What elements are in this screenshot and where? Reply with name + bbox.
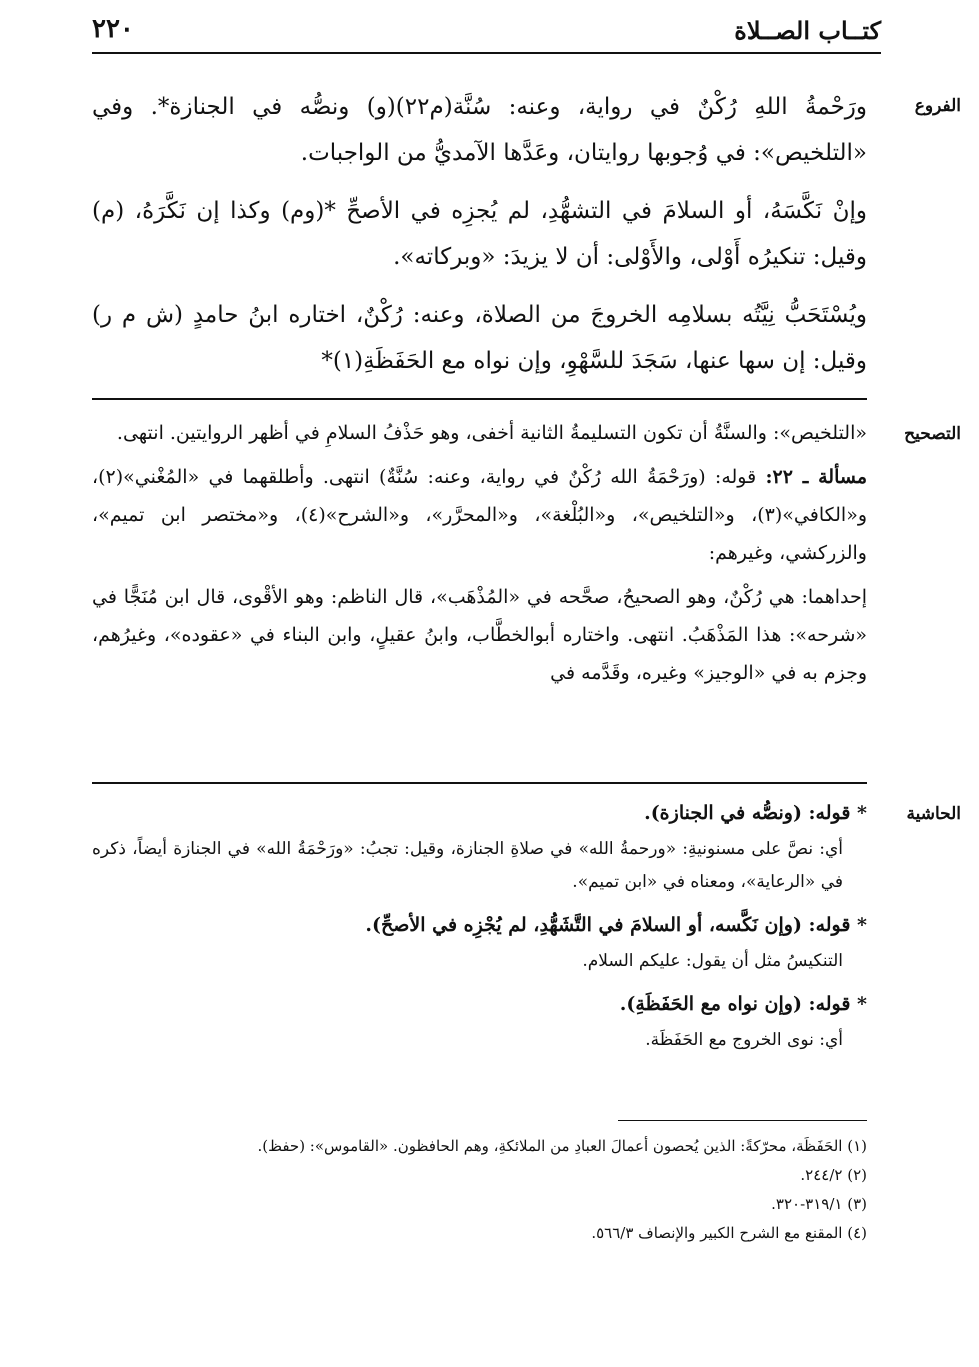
hashiya-body: أي: نوى الخروج مع الحَفَظَة.: [645, 1030, 843, 1050]
masala-heading: مسألة ـ ٢٢:: [765, 466, 868, 488]
furu-paragraph: ورَحْمةُ اللهِ رُكْنٌ في رواية، وعنه: سُنَّة(م٢٢)(و) ونصُّه في الجنازة*. وفي «التلخيص»: في وُجوبها روايتان، وعَدَّها الآمديُّ من الواجبات.: [92, 94, 868, 166]
section-label-hashiya: الحاشية: [906, 804, 961, 824]
furu-paragraph: وإنْ نَكَّسَهُ، أو السلامَ في التشهُّدِ، لم يُجزِه في الأصحِّ *(وم) وكذا إن نَكَّرَهُ، (م) وقيل: تنكيرُه أَوْلى، والأَوْلى: أن لا يزيدَ: «وبركاته».: [92, 198, 867, 270]
page-header: [92, 10, 881, 54]
footnote-divider: [618, 1120, 867, 1121]
book-title: كتــاب الصــلاة: [734, 16, 881, 45]
hashiya-body: التنكيسُ مثل أن يقول: عليكم السلام.: [582, 951, 843, 971]
section-label-tashih: التصحيح: [904, 424, 961, 444]
section-divider: [92, 398, 867, 400]
furu-section: [92, 84, 867, 384]
footnote: (١) الحَفَظَة، محرّكةً: الذين يُحصون أعمالَ العبادِ من الملائكةِ، وهم الحافظون. «القاموس»: (حفظ).: [257, 1137, 867, 1155]
page-number: ٢٢٠: [92, 14, 134, 44]
footnote: (٢) ٢٤٤/٢.: [800, 1166, 867, 1184]
hashiya-heading: * قوله: (وإن نواه مع الحَفَظَةِ).: [619, 993, 867, 1015]
section-divider: [92, 782, 867, 784]
footnotes: [92, 1132, 867, 1248]
hashiya-section: [92, 793, 867, 1057]
tashih-section: [92, 414, 867, 692]
section-label-furu: الفروع: [914, 96, 961, 116]
furu-paragraph: ويُسْتَحَبُّ نِيَّتُه بسلامِه الخروجَ من الصلاة، وعنه: رُكْنٌ، اختاره ابنُ حامدٍ (ش م ر) وقيل: إن سها عنها، سَجَدَ للسَّهْوِ، وإن نواه مع الحَفَظَةِ(١)*: [92, 302, 867, 374]
ihdahuma-paragraph: إحداهما: هي رُكْنٌ، وهو الصحيحُ، صحَّحه في «المُذْهَب»، قال الناظم: وهو الأقْوى، قال ابن مُنَجًّا في «شرحه»: هذا المَذْهَبُ. انتهى. واختاره أبوالخطَّاب، وابنُ عقيلٍ، وابن البناء في «عقوده»، وغيرُهم، وجزم به في «الوجيز» وغيره، وقَدَّمه في: [92, 586, 867, 684]
masala-text: قوله: (ورَحْمَةُ الله رُكْنٌ في رواية، وعنه: سُنَّةٌ) انتهى. وأطلقهما في «المُغْني»(٢)، و«الكافي»(٣)، و«التلخيص»، و«البُلْغة»، و«المحرَّر»، و«الشرح»(٤)، و«مختصر ابن تميم»، والزركشي، وغيرهم:: [92, 466, 867, 564]
footnote: (٣) ٣١٩/١-٣٢٠.: [771, 1195, 867, 1213]
footnote: (٤) المقنع مع الشرح الكبير والإنصاف ٥٦٦/٣.: [591, 1224, 867, 1242]
hashiya-heading: * قوله: (وإن نَكَّسه، أو السلامَ في التَّشَهُّدِ، لم يُجْزِه في الأصحِّ).: [365, 914, 867, 936]
tashih-intro: «التلخيص»: والسنَّةُ أن تكون التسليمةُ الثانية أخفى، وهو حَذْفُ السلامِ في أظهر الروايتين. انتهى.: [116, 422, 867, 444]
hashiya-heading: * قوله: (ونصُّه في الجنازة).: [644, 802, 867, 824]
masala-paragraph: [92, 458, 867, 572]
hashiya-body: أي: نصَّ على مسنونيةِ: «ورحمةُ الله» في صلاةِ الجنازة، وقيل: تجبُ: «ورَحْمَةُ الله» في الجنازة أيضاً، ذكره في «الرعاية»، ومعناه في «ابن تميم».: [92, 839, 843, 892]
